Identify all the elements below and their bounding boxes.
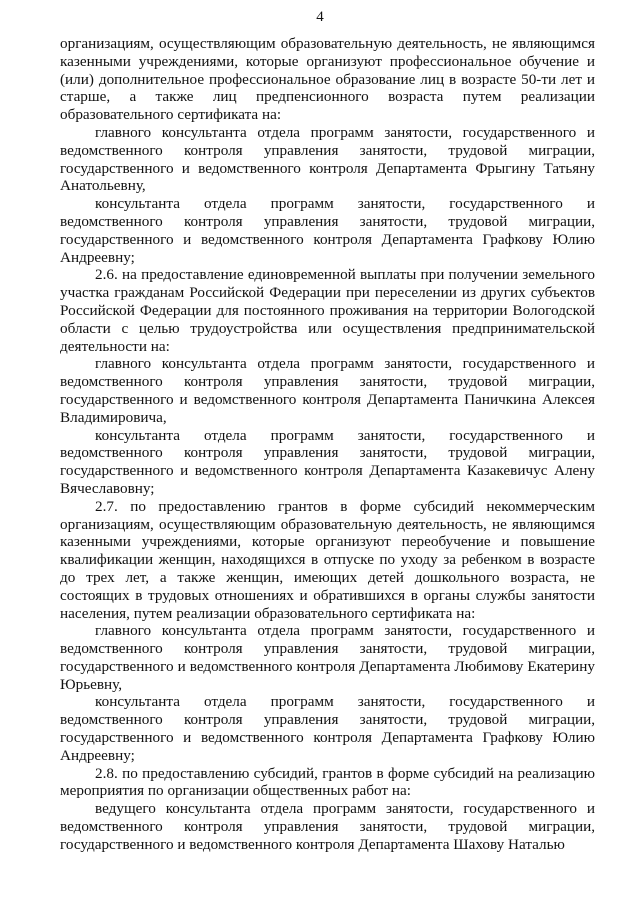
paragraph-appointee: главного консультанта отдела программ занятости, государственного и ведомственного контроля управления занятости, трудовой миграции, государственного и ведомственного контроля Департамента Фрыгину Татьяну Анатольевну, bbox=[60, 123, 595, 195]
paragraph-clause-2-6: 2.6. на предоставление единовременной выплаты при получении земельного участка гражданам Российской Федерации при переселении из других субъектов Российской Федерации для постоянного проживания на территории Вологодской области с целью трудоустройства или осуществления предпринимательской деятельности на: bbox=[60, 266, 595, 355]
paragraph-appointee: главного консультанта отдела программ занятости, государственного и ведомственного контроля управления занятости, трудовой миграции, государственного и ведомственного контроля Департамента Любимову Екатерину Юрьевну, bbox=[60, 622, 595, 693]
paragraph-continuation: организациям, осуществляющим образовательную деятельность, не являющимся казенными учреждениями, которые организуют профессиональное обучение и (или) дополнительное профессиональное образование лиц в возрасте 50-ти лет и старше, а также лиц предпенсионного возраста путем реализации образовательного сертификата на: bbox=[60, 35, 595, 124]
document-body bbox=[60, 35, 595, 854]
paragraph-clause-2-8: 2.8. по предоставлению субсидий, грантов в форме субсидий на реализацию мероприятия по организации общественных работ на: bbox=[60, 764, 595, 800]
page-number: 4 bbox=[316, 9, 324, 25]
paragraph-appointee: консультанта отдела программ занятости, государственного и ведомственного контроля управления занятости, трудовой миграции, государственного и ведомственного контроля Департамента Графкову Юлию Андреевну; bbox=[60, 693, 595, 764]
paragraph-appointee: консультанта отдела программ занятости, государственного и ведомственного контроля управления занятости, трудовой миграции, государственного и ведомственного контроля Департамента Казакевичус Алену Вячеславовну; bbox=[60, 426, 595, 497]
paragraph-appointee: главного консультанта отдела программ занятости, государственного и ведомственного контроля управления занятости, трудовой миграции, государственного и ведомственного контроля Департамента Паничкина Алексея Владимировича, bbox=[60, 355, 595, 426]
paragraph-clause-2-7: 2.7. по предоставлению грантов в форме субсидий некоммерческим организациям, осуществляющим образовательную деятельность, не являющимся казенными учреждениями, которые организуют переобучение и повышение квалификации женщин, находящихся в отпуске по уходу за ребенком в возрасте до трех лет, а также женщин, имеющих детей дошкольного возраста, не состоящих в трудовых отношениях и обратившихся в органы службы занятости населения, путем реализации образовательного сертификата на: bbox=[60, 497, 595, 622]
paragraph-appointee: консультанта отдела программ занятости, государственного и ведомственного контроля управления занятости, трудовой миграции, государственного и ведомственного контроля Департамента Графкову Юлию Андреевну; bbox=[60, 195, 595, 266]
paragraph-appointee: ведущего консультанта отдела программ занятости, государственного и ведомственного контроля управления занятости, трудовой миграции, государственного и ведомственного контроля Департамента Шахову Наталью bbox=[60, 800, 595, 853]
